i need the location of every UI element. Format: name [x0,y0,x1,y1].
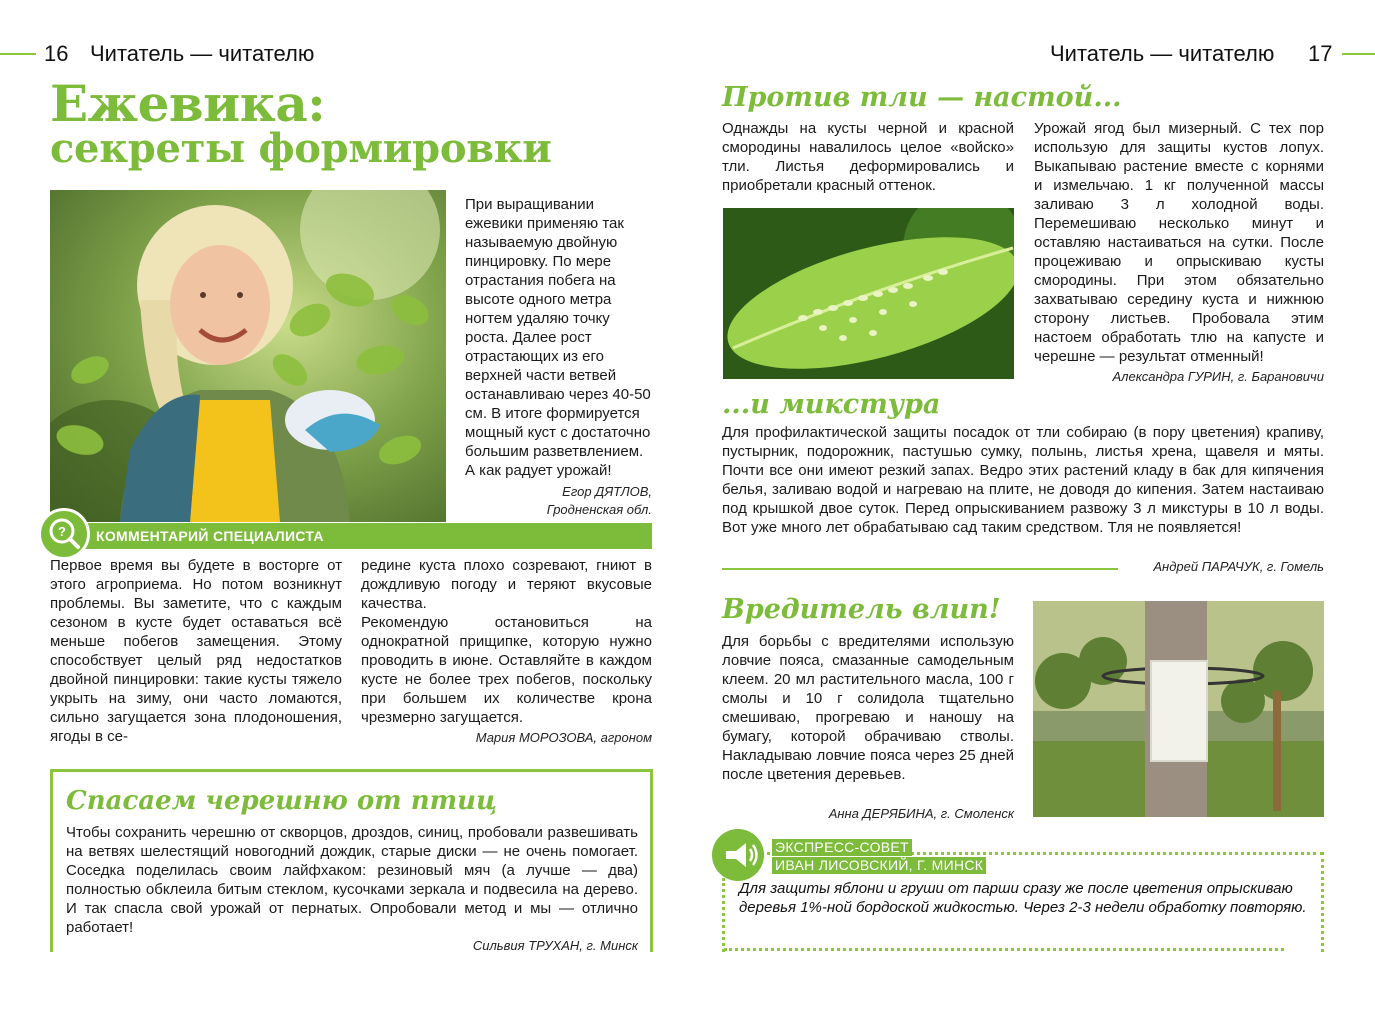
aphid-article-author: Александра ГУРИН, г. Барановичи [1112,369,1324,384]
mixture-article-title: ...и микстура [722,389,941,420]
megaphone-icon-svg [712,829,764,881]
cherry-article-author: Сильвия ТРУХАН, г. Минск [472,938,638,953]
aphid-article-title: Против тли — настой... [722,82,1122,113]
photo-woman-blackberry [50,190,446,522]
photo-aphids-leaf [723,208,1014,379]
express-tip-frame-bottom [724,948,1284,951]
tree-belt-illustration [1033,601,1324,817]
specialist-comment-label: КОММЕНТАРИЙ СПЕЦИАЛИСТА [96,528,324,544]
mixture-separator [722,568,1118,570]
specialist-comment-bar [78,523,652,549]
header-rule-right [1342,53,1375,55]
magnifier-question-icon [38,508,90,560]
aphid-article-text-right: Урожай ягод был мизерный. С тех пор использую для защиты кустов лопух. Выкапываю растение вместе с корнями и измельчаю. 1 кг полученной массы заливаю 3 л холодной воды. Перемешиваю несколько минут и оставляю настаиваться на сутки. После процеживаю и опрыскиваю кусты смородины. При этом обязательно захватываю середину куста и нижнюю сторону листьев. Пробовала этим настоем обработать тлю на капусте и черешне — результат отменный! [1034,120,1324,365]
express-tip-frame-left [722,878,725,952]
express-tip-author: ИВАН ЛИСОВСКИЙ, Г. МИНСК [772,857,986,874]
pest-article-title: Вредитель влип! [722,594,1001,625]
megaphone-icon [712,829,764,881]
woman-photo-illustration [50,190,446,522]
specialist-col-2-p2: Рекомендую остановиться на однократной прищипке, которую нужно проводить в июне. Оставляйте в каждом кусте не более трех побегов, поскольку при большем их количестве крона чрезмерно загущается. [361,614,652,726]
express-tip-label: ЭКСПРЕСС-СОВЕТ [772,839,912,856]
cherry-article-title: Спасаем черешню от птиц [66,786,497,816]
photo-tree-trap-belt [1033,601,1324,817]
main-article-text: При выращивании ежевики применяю так называемую двойную пинцировку. По мере отрастания побега на высоте одного метра ногтем удаляю точку роста. Далее рост отрастающих из его верхней части ветвей останавливаю через 40-50 см. В итоге формируется мощный куст с достаточно большим разветвлением. А как радует урожай! [465,196,651,479]
aphid-leaf-illustration [723,208,1014,379]
specialist-col-2 [361,556,652,727]
header-rule-left [0,53,36,55]
main-article-author: Егор ДЯТЛОВ, [562,484,652,499]
section-title-right: Читатель — читателю [1050,41,1275,66]
pest-article-author: Анна ДЕРЯБИНА, г. Смоленск [828,806,1014,821]
cherry-article-text: Чтобы сохранить черешню от скворцов, дроздов, синиц, пробовали развешивать на ветвях шелестящий новогодний дождик, старые диски — не очень помогает. Соседка поделилась своим лайфхаком: резиновый мяч (а лучше — два) полностью обклеила битым стеклом, кусочками зеркала и подвесила на дерево. И так спасла свой урожай от пернатых. Опробовали метод и мы — отлично работает! [66,824,638,936]
title-line-2: секреты формировки [50,125,552,172]
main-article-title [50,74,552,172]
title-line-1: Ежевика: [50,74,326,133]
specialist-col-1: Первое время вы будете в восторге от этого агроприема. Но потом возникнут проблемы. Вы заметите, что с каждым сезоном в кусте будет оставаться всё меньше побегов замещения. Этому способствует целый ряд недостатков двойной пинцировки: такие кусты тяжело укрыть на зиму, они часто ломаются, сильно загущается зона плодоношения, ягоды в се- [50,557,342,745]
specialist-col-2-p1: редине куста плохо созревают, гниют в дождливую погоду и теряют вкусовые качества. [361,557,652,612]
main-article-region: Гродненская обл. [546,502,652,517]
page-number-right: 17 [1308,41,1333,66]
aphid-article-text-left: Однажды на кусты черной и красной смородины навалилось целое «войско» тли. Листья деформировались и приобретали красный оттенок. [722,120,1014,194]
mixture-article-text: Для профилактической защиты посадок от тли собираю (в пору цветения) крапиву, пустырник, подорожник, пастушью сумку, полынь, листья хрена, щавеля и мяты. Почти все они имеют резкий запах. Ведро этих растений кладу в бак для кипячения белья, заливаю водой и нагреваю на плите, не доводя до кипения. Затем настаиваю под крышкой двое суток. Перед опрыскиванием развожу 3 л микстуры в 10 л воды. Вот уже много лет обрабатываю сад таким средством. Тля не появляется! [722,424,1324,536]
pest-article-text: Для борьбы с вредителями использую ловчие пояса, смазанные самодельным клеем. 20 мл растительного масла, 100 г смолы и 10 г солидола тщательно смешиваю, прогреваю и наношу на бумагу, которой обрачиваю стволы. Накладываю ловчие пояса через 25 дней после цветения деревьев. [722,633,1014,783]
svg-text:?: ? [58,524,66,539]
express-tip-text: Для защиты яблони и груши от парши сразу же после цветения опрыскиваю деревья 1%-ной бордоской жидкостью. Через 2-3 недели обработку повторяю. [739,880,1307,916]
magnifier-question-icon-svg [41,511,87,557]
specialist-author: Мария МОРОЗОВА, агроном [475,730,652,745]
page-number-left: 16 [44,41,69,66]
mixture-article-author: Андрей ПАРАЧУК, г. Гомель [1153,559,1324,574]
section-title-left: Читатель — читателю [90,41,315,66]
